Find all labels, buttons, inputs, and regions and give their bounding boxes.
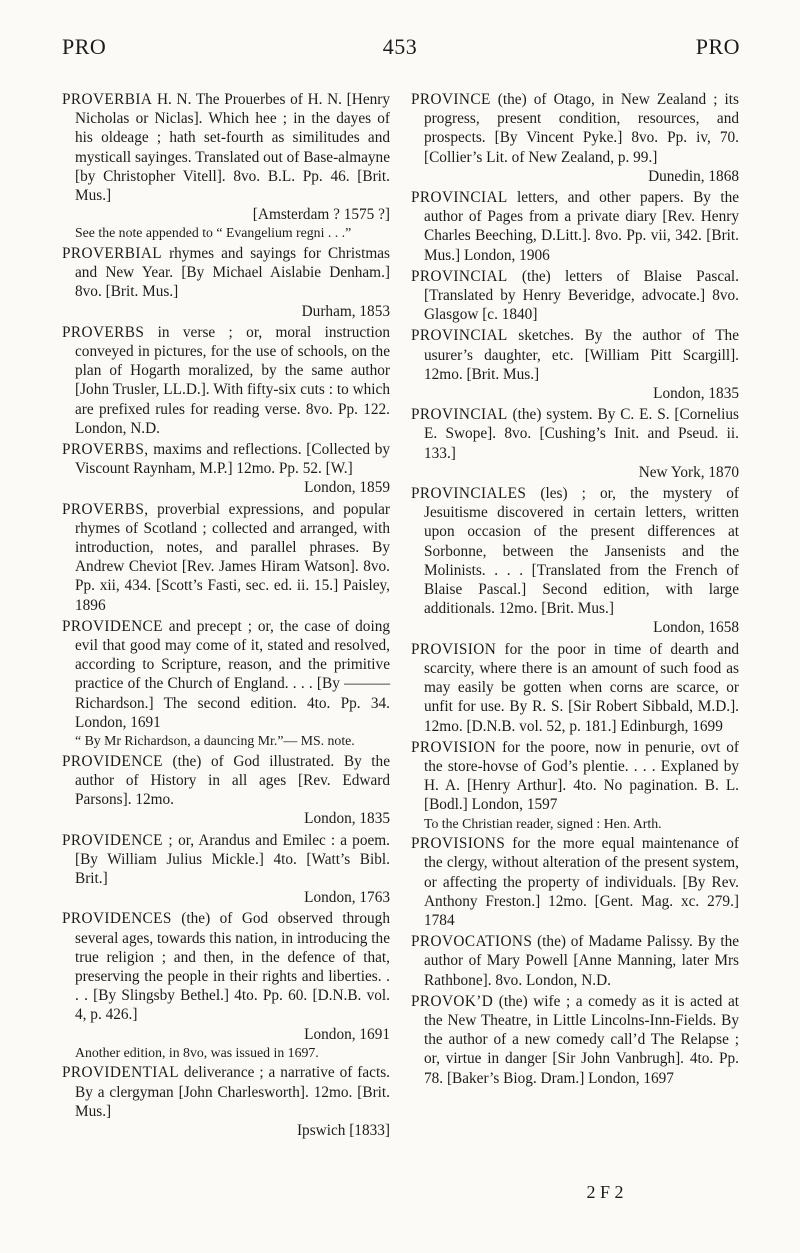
- entry-imprint: Ipswich [1833]: [296, 1121, 390, 1139]
- entry-note: “ By Mr Richardson, a dauncing Mr.”— MS. note.: [75, 733, 355, 749]
- entry-headword: PROVERBS,: [62, 500, 149, 518]
- entry-note: See the note appended to “ Evangelium regni . . .”: [75, 225, 352, 241]
- entry-headword: PROVIDENTIAL: [62, 1064, 179, 1082]
- header-left-word: PRO: [62, 34, 107, 59]
- bibliography-entry: [411, 188, 739, 265]
- entry-note: Another edition, in 8vo, was issued in 1697.: [75, 1044, 319, 1060]
- bibliography-entry: [62, 440, 390, 498]
- header-right-word: PRO: [695, 34, 740, 59]
- entry-headword: PROVINCIAL: [411, 406, 508, 424]
- entry-body: deliverance ; a narrative of facts. By a clergyman [John Charlesworth]. 12mo. [Brit. Mus.]: [75, 1064, 390, 1120]
- running-header: [0, 34, 800, 64]
- entry-body: (les) ; or, the mystery of Jesuitisme discovered in certain letters, written upon occasion of the present differences at Sorbonne, between the Jansenists and the Molinists. . . . [Translated from the French of Blaise Pascal.] Second edition, with large additionals. 12mo. [Brit. Mus.]: [424, 485, 740, 618]
- bibliography-entry: [62, 244, 390, 321]
- entry-body: in verse ; or, moral instruction conveyed in pictures, for the use of schools, on the plan of Hogarth moralized, by the same author [John Trusler, LL.D.]. With fifty-six cuts : to which are prefixed rules for reading verse. 8vo. Pp. 122. London, N.D.: [75, 323, 390, 437]
- entry-body: sketches. By the author of The usurer’s daughter, etc. [William Pitt Scargill]. 12mo. [Brit. Mus.]: [424, 327, 739, 383]
- left-column: [62, 90, 390, 1142]
- bibliography-entry: [411, 267, 739, 325]
- entry-imprint: Durham, 1853: [301, 302, 390, 320]
- bibliography-entry: [62, 1063, 390, 1140]
- entry-headword: PROVISIONS: [411, 835, 506, 853]
- entry-headword: PROVOK’D: [411, 992, 494, 1010]
- entry-headword: PROVINCE: [411, 91, 491, 108]
- entry-headword: PROVINCIAL: [411, 327, 508, 345]
- entry-body: (the) of Madame Palissy. By the author of Mary Powell [Anne Manning, later Mrs Rathbone]. 8vo. London, N.D.: [424, 933, 740, 989]
- entry-note: To the Christian reader, signed : Hen. Arth.: [424, 815, 662, 831]
- bibliography-entry: [62, 831, 390, 908]
- bibliography-entry: [62, 323, 390, 438]
- bibliography-entry: [411, 834, 739, 930]
- entry-headword: PROVERBS,: [62, 441, 149, 459]
- entry-body: for the more equal maintenance of the clergy, without alteration of the present system, or affecting the property of individuals. [By Rev. Anthony Freston.] 12mo. [Gent. Mag. xc. 279.] 1784: [424, 835, 739, 929]
- entry-headword: PROVINCIALES: [411, 485, 527, 503]
- entry-imprint: London, 1835: [653, 385, 739, 403]
- entry-headword: PROVERBS: [62, 323, 145, 341]
- bibliography-entry: [411, 326, 739, 403]
- bibliography-entry: [411, 738, 739, 832]
- entry-body: maxims and reflections. [Collected by Viscount Raynham, M.P.] 12mo. Pp. 52. [W.]: [75, 441, 390, 478]
- right-column: [411, 90, 739, 1090]
- entry-body: letters, and other papers. By the author of Pages from a private diary [Rev. Henry Charles Beeching, D.Litt.]. 8vo. Pp. vii, 342. [Brit. Mus.] London, 1906: [424, 189, 740, 264]
- entry-body: H. N. The Prouerbes of H. N. [Henry Nicholas or Niclas]. Which hee ; in the dayes of his oldeage ; hath set-fourth as similitudes and mysticall sayinges. Translated out of Base-almayne [by Christopher Vitell]. 8vo. B.L. Pp. 46. [Brit. Mus.]: [75, 91, 390, 205]
- entry-headword: PROVERBIA: [62, 91, 153, 108]
- bibliography-entry: [62, 752, 390, 829]
- entry-body: proverbial expressions, and popular rhymes of Scotland ; collected and arranged, with introduction, notes, and parallel phrases. By Andrew Cheviot [Rev. James Hiram Watson]. 8vo. Pp. xii, 434. [Scott’s Fasti, sec. ed. ii. 15.] Paisley, 1896: [75, 500, 390, 614]
- entry-headword: PROVIDENCES: [62, 910, 172, 928]
- entry-body: or, Arandus and Emilec : a poem. [By William Julius Mickle.] 4to. [Watt’s Bibl. Brit.]: [75, 831, 390, 887]
- entry-imprint: Dunedin, 1868: [648, 167, 739, 185]
- entry-body: (the) of God observed through several ages, towards this nation, in introducing the true religion ; and then, in the defence of that, preserving the people in their rights and liberties. . . . [By Slingsby Bethel.] 4to. Pp. 60. [D.N.B. vol. 4, p. 426.]: [75, 910, 390, 1024]
- bibliography-entry: [411, 640, 739, 736]
- entry-imprint: London, 1763: [304, 889, 390, 907]
- bibliography-entry: [62, 90, 390, 242]
- entry-body: (the) of Otago, in New Zealand ; its progress, present condition, resources, and prospects. [By Vincent Pyke.] 8vo. Pp. iv, 70. [Collier’s Lit. of New Zealand, p. 99.]: [424, 91, 739, 166]
- entry-headword: PROVISION: [411, 738, 497, 756]
- entry-body: for the poor in time of dearth and scarcity, where there is an amount of such food as may easily be gotten when corns are scarce, or unfit for use. By R. S. [Sir Robert Sibbald, M.D.]. 12mo. [D.N.B. vol. 52, p. 181.] Edinburgh, 1699: [424, 640, 739, 735]
- entry-headword: PROVIDENCE: [62, 752, 163, 770]
- bibliography-entry: [411, 932, 739, 990]
- bibliography-entry: [411, 90, 739, 186]
- entry-imprint: London, 1658: [653, 619, 739, 637]
- entry-body: for the poore, now in penurie, ovt of the store-hovse of God’s plentie. . . . Explaned by H. A. [Henry Arthur]. 4to. No pagination. B. L. [Bodl.] London, 1597: [424, 738, 740, 814]
- entry-imprint: London, 1859: [304, 479, 390, 497]
- entry-imprint: [Amsterdam ? 1575 ?]: [252, 206, 390, 224]
- bibliography-entry: [411, 484, 739, 638]
- entry-headword: PROVINCIAL: [411, 267, 508, 285]
- entry-imprint: London, 1691: [304, 1025, 390, 1043]
- entry-body: rhymes and sayings for Christmas and New Year. [By Michael Aislabie Denham.] 8vo. [Brit. Mus.]: [75, 245, 390, 301]
- entry-imprint: New York, 1870: [638, 463, 739, 481]
- signature-mark: 2 F 2: [586, 1182, 624, 1202]
- entry-imprint: London, 1835: [304, 810, 390, 828]
- entry-headword: PROVERBIAL: [62, 245, 163, 263]
- entry-headword: PROVISION: [411, 640, 497, 658]
- bibliography-entry: [411, 992, 739, 1088]
- entry-body: and precept ; or, the case of doing evil that good may come of it, stated and resolved, according to Scripture, reason, and the primitive practice of the Church of England. . . . [By ——— Richardson.] The second edition. 4to. Pp. 34. London, 1691: [75, 617, 390, 731]
- bibliography-entry: [62, 500, 390, 615]
- entry-headword: PROVIDENCE ;: [62, 831, 174, 849]
- entry-headword: PROVIDENCE: [62, 617, 163, 635]
- entry-body: (the) letters of Blaise Pascal. [Translated by Henry Beveridge, advocate.] 8vo. Glasgow [c. 1840]: [424, 267, 739, 324]
- bibliography-entry: [62, 617, 390, 750]
- entry-body: (the) system. By C. E. S. [Cornelius E. Swope]. 8vo. [Cushing’s Init. and Pseud. ii. 133.]: [424, 406, 739, 462]
- entry-body: (the) wife ; a comedy as it is acted at the New Theatre, in Little Lincolns-Inn-Fields. By the author of a new comedy call’d The Relapse ; or, virtue in danger [Sir John Vanbrugh]. 4to. Pp. 78. [Baker’s Biog. Dram.] London, 1697: [424, 992, 739, 1087]
- bibliography-entry: [411, 405, 739, 482]
- entry-headword: PROVINCIAL: [411, 189, 508, 207]
- entry-body: (the) of God illustrated. By the author of History in all ages [Rev. Edward Parsons]. 12mo.: [75, 752, 390, 809]
- page-number: 453: [382, 34, 418, 59]
- entry-headword: PROVOCATIONS: [411, 933, 533, 951]
- bibliography-entry: [62, 909, 390, 1061]
